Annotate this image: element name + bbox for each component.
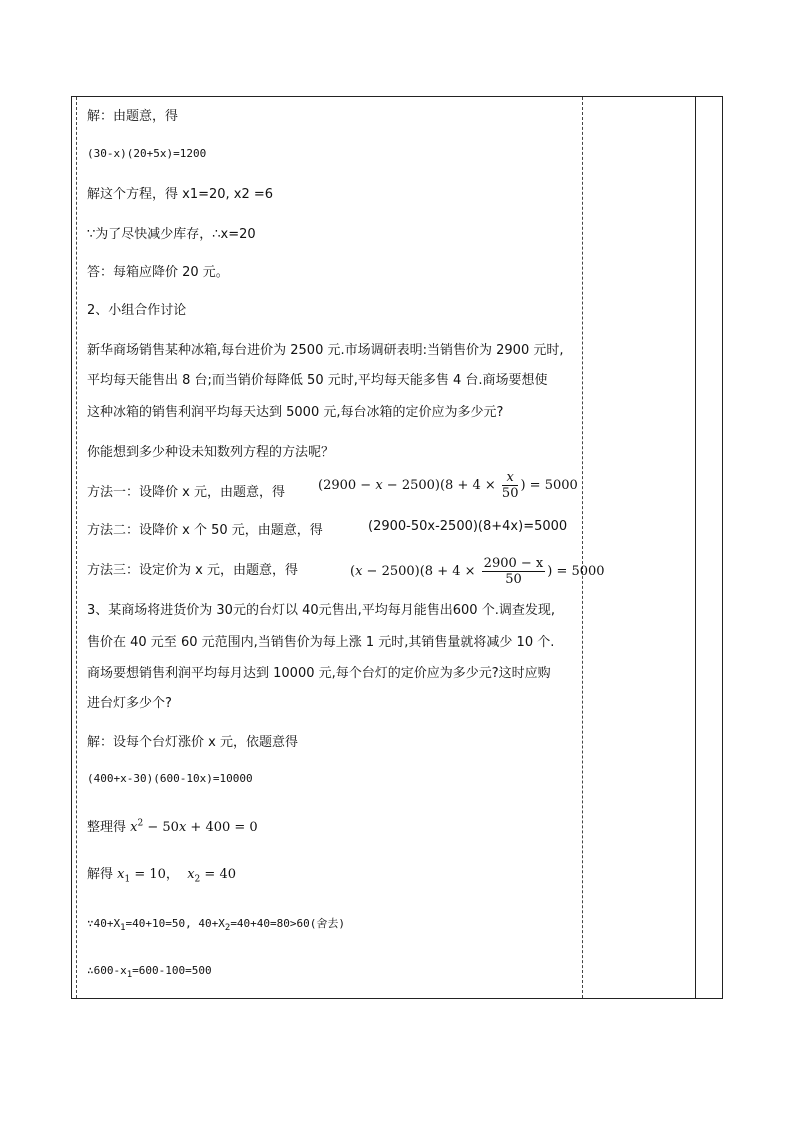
method2-equation: (2900-50x-2500)(8+4x)=5000 <box>368 519 568 534</box>
section3-solution-intro: 解：设每个台灯涨价 x 元，依题意得 <box>87 735 298 750</box>
method1-fraction: $\frac{x}{50}$ <box>501 470 519 501</box>
section3-problem-line4: 进台灯多少个? <box>87 696 172 711</box>
method1-label: 方法一：设降价 x 元，由题意，得 <box>87 485 285 500</box>
column-divider <box>695 97 696 998</box>
section3-problem-line2: 售价在 40 元至 60 元范围内,当销售价为每上涨 1 元时,其销售量就将减少 10 个. <box>87 635 555 650</box>
section2-problem-line1: 新华商场销售某种冰箱,每台进价为 2500 元.市场调研表明:当销售价为 2900 元时, <box>87 343 564 358</box>
inner-dashed-border <box>76 97 77 998</box>
section3-roots: 解得 $x_1 = 10$， $x_2 = 40$ <box>87 867 236 885</box>
method3-equation: (x − 2500)(8 + 4 × $\frac{2900 - x}{50}$ ) = 5000 <box>350 556 605 587</box>
solution1-intro: 解：由题意，得 <box>87 109 179 124</box>
section2-title: 2、小组合作讨论 <box>87 303 187 318</box>
solution1-roots: 解这个方程，得 x1=20, x2 =6 <box>87 187 274 202</box>
section3-equation: (400+x-30)(600-10x)=10000 <box>87 772 253 785</box>
roots-expression: $x_1 = 10$， $x_2 = 40$ <box>117 867 236 885</box>
method3-fraction: $\frac{2900 - x}{50}$ <box>483 556 544 587</box>
section3-problem-line1: 3、某商场将进货价为 30元的台灯以 40元售出,平均每月能售出600 个.调查发现, <box>87 603 555 618</box>
left-border <box>71 97 72 998</box>
section2-question: 你能想到多少种设未知数列方程的方法呢？ <box>87 445 335 460</box>
section3-problem-line3: 商场要想销售利润平均每月达到 10000 元,每个台灯的定价应为多少元?这时应购 <box>87 666 551 681</box>
section3-check: $\because 40+X_1=40+10=50$, $40+X_2=40+40=80>60$(舍去) <box>87 917 346 934</box>
solution1-choose-root: ∵为了尽快减少库存，∴x=20 <box>87 227 256 242</box>
section2-problem-line2: 平均每天能售出 8 台;而当销价每降低 50 元时,平均每天能多售 4 台.商场要想使 <box>87 373 548 388</box>
method1-equation: (2900 − x − 2500)(8 + 4 × $\frac{x}{50}$ ) = 5000 <box>318 470 578 501</box>
quadratic-equation: $x^2 - 50x + 400 = 0$ <box>130 818 258 835</box>
method2-label: 方法二：设降价 x 个 50 元，由题意，得 <box>87 523 323 538</box>
method3-label: 方法三：设定价为 x 元，由题意，得 <box>87 563 298 578</box>
section3-simplified: 整理得 $x^2 - 50x + 400 = 0$ <box>87 818 258 835</box>
section2-problem-line3: 这种冰箱的销售利润平均每天达到 5000 元,每台冰箱的定价应为多少元? <box>87 405 504 420</box>
section3-quantity: $\therefore 600-x_1=600-100=500$ <box>87 964 212 981</box>
solution1-equation: (30-x)(20+5x)=1200 <box>87 147 207 160</box>
solution1-answer: 答：每箱应降价 20 元。 <box>87 265 229 280</box>
column-divider-dashed <box>582 97 583 998</box>
right-border <box>722 97 723 998</box>
